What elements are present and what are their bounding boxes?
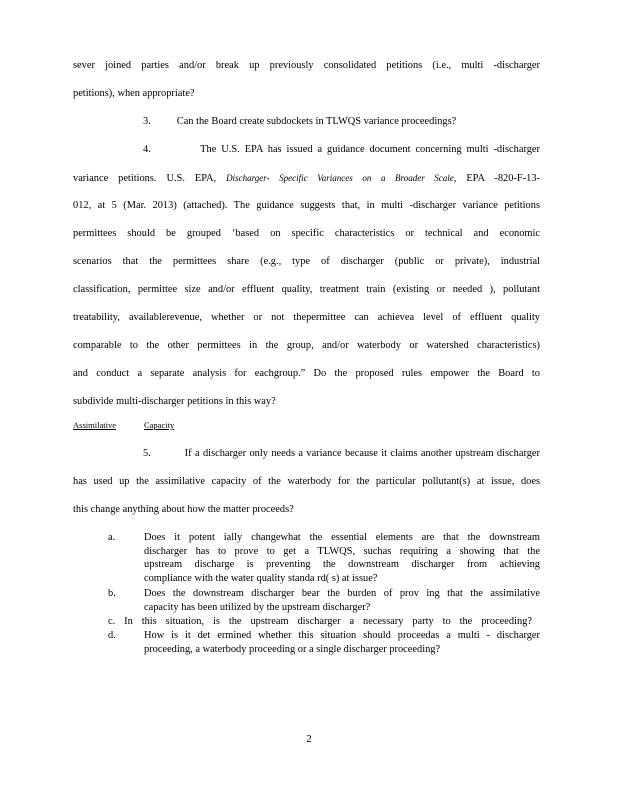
text-line: this change anything about how the matter proceeds? [73,504,294,515]
text-line: sever joined parties and/or break up previously consolidated petitions (i.e., multi -discharger [73,60,540,71]
text-line: upstream discharge is preventing the downstream discharger from achieving [144,559,540,571]
sub-label: a. [108,532,116,543]
text-line: 3. Can the Board create subdockets in TLWQS variance proceedings? [143,116,457,127]
text-line: 4. The U.S. EPA has issued a guidance document concerning multi -discharger [143,144,540,155]
text-line: comparable to the other permittees in the group, and/or waterbody or watershed characteristics) [73,340,540,351]
text-line: subdivide multi-discharger petitions in this way? [73,396,276,407]
citation-suffix: , EPA -820-F-13- [453,173,540,184]
sub-question-b [108,587,540,614]
sub-label: b. [108,588,116,599]
text-line: discharger has to prove to get a TLWQS, suchas requiring a showing that the [144,545,540,557]
text-line: c. In this situation, is the upstream discharger a necessary party to the proceeding? [108,616,532,627]
text-line: capacity has been utilized by the upstream discharger? [144,601,371,613]
text-line: proceeding, a waterbody proceeding or a single discharger proceeding? [144,643,441,655]
sub-question-d [108,629,540,656]
question-5 [73,440,540,524]
text-line: Does it potent ially changewhat the essential elements are that the downstream [144,532,540,543]
text-line: 012, at 5 (Mar. 2013) (attached). The guidance suggests that, in multi -discharger variance petitions [73,200,540,211]
text-line: 5. If a discharger only needs a variance because it claims another upstream discharger [143,448,540,459]
question-4 [73,136,540,416]
citation-prefix: variance petitions. U.S. EPA, [73,173,217,184]
page-number: 2 [306,733,312,745]
sub-label: d. [108,630,116,641]
section-heading [73,419,202,431]
citation-title: Discharger- Specific Variances on a Broader Scale [226,173,454,183]
text-line: How is it det ermined whether this situation should proceedas a multi - discharger [144,630,540,641]
text-line: scenarios that the permittees share (e.g., type of discharger (public or private), industrial [73,256,540,267]
text-line: petitions), when appropriate? [73,88,195,99]
heading-word: Assimilative [73,420,116,430]
text-line: treatability, availablerevenue, whether or not thepermittee can achievea level of effluent quality [73,312,540,323]
text-line: Does the downstream discharger bear the burden of prov ing that the assimilative [144,588,540,599]
text-line: has used up the assimilative capacity of the waterbody for the particular pollutant(s) at issue, does [73,476,540,487]
text-line-citation [73,164,540,192]
heading-word: Capacity [143,420,175,430]
paragraph-continuation [73,52,540,108]
text-line: permittees should be grouped ‘based on specific characteristics or technical and economic [73,228,540,239]
sub-question-a [108,531,540,586]
question-3 [73,108,540,136]
text-line: compliance with the water quality standa rd( s) at issue? [144,573,378,585]
sub-question-c [108,615,540,629]
text-line: classification, permittee size and/or effluent quality, treatment train (existing or needed ), pollutant [73,284,540,295]
text-line: and conduct a separate analysis for eachgroup.” Do the proposed rules empower the Board to [73,368,540,379]
